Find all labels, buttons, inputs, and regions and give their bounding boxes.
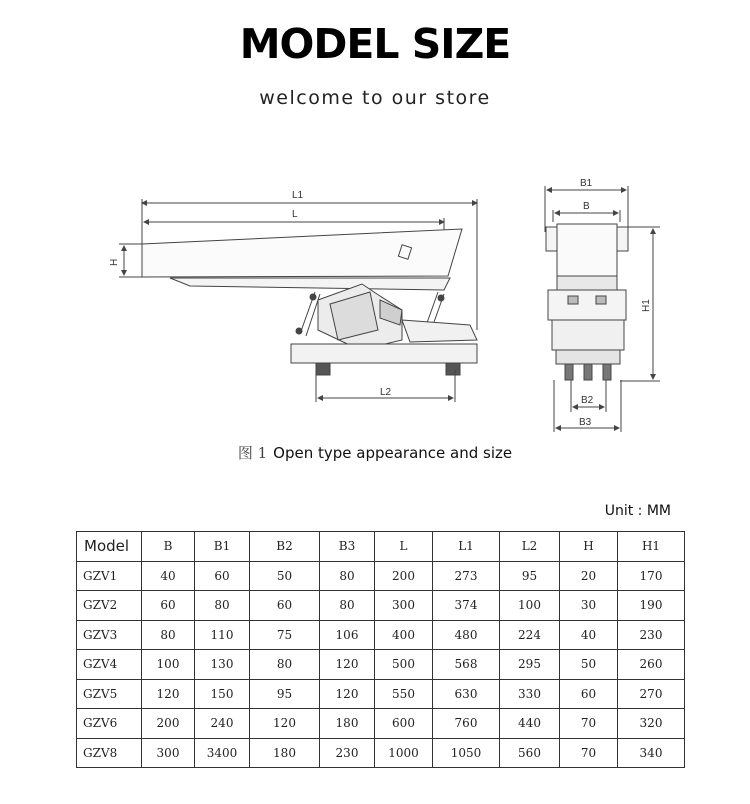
table-cell: 330 bbox=[500, 679, 560, 709]
table-cell: 80 bbox=[195, 591, 250, 621]
table-cell: 340 bbox=[618, 738, 685, 768]
table-cell: 224 bbox=[500, 620, 560, 650]
dimension-drawing bbox=[0, 160, 750, 445]
dim-label-l: L bbox=[292, 209, 298, 220]
table-cell: 75 bbox=[250, 620, 320, 650]
column-header: L1 bbox=[433, 532, 500, 562]
table-cell: 273 bbox=[433, 561, 500, 591]
table-cell: GZV3 bbox=[77, 620, 142, 650]
table-cell: 120 bbox=[320, 679, 375, 709]
column-header: Model bbox=[77, 532, 142, 562]
table-cell: 270 bbox=[618, 679, 685, 709]
column-header: B2 bbox=[250, 532, 320, 562]
table-cell: 440 bbox=[500, 709, 560, 739]
table-cell: 80 bbox=[142, 620, 195, 650]
table-cell: 230 bbox=[320, 738, 375, 768]
table-cell: 30 bbox=[560, 591, 618, 621]
table-cell: 550 bbox=[375, 679, 433, 709]
table-cell: 60 bbox=[142, 591, 195, 621]
table-row bbox=[77, 620, 685, 650]
table-cell: 150 bbox=[195, 679, 250, 709]
table-cell: 3400 bbox=[195, 738, 250, 768]
column-header: H1 bbox=[618, 532, 685, 562]
model-size-table bbox=[76, 531, 685, 768]
table-cell: 100 bbox=[500, 591, 560, 621]
table-cell: 40 bbox=[560, 620, 618, 650]
table-cell: 180 bbox=[320, 709, 375, 739]
table-cell: 200 bbox=[142, 709, 195, 739]
table-cell: 190 bbox=[618, 591, 685, 621]
table-header-row bbox=[77, 532, 685, 562]
table-cell: 630 bbox=[433, 679, 500, 709]
column-header: L bbox=[375, 532, 433, 562]
table-cell: GZV4 bbox=[77, 650, 142, 680]
column-header: B1 bbox=[195, 532, 250, 562]
table-cell: 760 bbox=[433, 709, 500, 739]
table-cell: 80 bbox=[320, 561, 375, 591]
table-row bbox=[77, 679, 685, 709]
dim-label-b: B bbox=[583, 201, 590, 212]
table-cell: 100 bbox=[142, 650, 195, 680]
table-cell: 40 bbox=[142, 561, 195, 591]
table-cell: 320 bbox=[618, 709, 685, 739]
table-row bbox=[77, 738, 685, 768]
table-cell: 180 bbox=[250, 738, 320, 768]
table-cell: 80 bbox=[320, 591, 375, 621]
page-subtitle: welcome to our store bbox=[259, 87, 491, 109]
table-cell: 1000 bbox=[375, 738, 433, 768]
table-cell: GZV5 bbox=[77, 679, 142, 709]
column-header: B3 bbox=[320, 532, 375, 562]
dim-label-b1: B1 bbox=[580, 178, 593, 189]
figure-number: 图 1 bbox=[237, 444, 268, 462]
table-cell: 60 bbox=[560, 679, 618, 709]
table-cell: 106 bbox=[320, 620, 375, 650]
table-cell: 560 bbox=[500, 738, 560, 768]
table-cell: 500 bbox=[375, 650, 433, 680]
table-cell: 50 bbox=[250, 561, 320, 591]
dim-label-h1: H1 bbox=[641, 299, 652, 312]
table-cell: 568 bbox=[433, 650, 500, 680]
table-row bbox=[77, 591, 685, 621]
table-cell: 200 bbox=[375, 561, 433, 591]
table-cell: 120 bbox=[320, 650, 375, 680]
table-cell: 1050 bbox=[433, 738, 500, 768]
dim-label-l2: L2 bbox=[380, 387, 392, 398]
table-cell: 50 bbox=[560, 650, 618, 680]
unit-label: Unit : MM bbox=[604, 503, 671, 519]
table-cell: 400 bbox=[375, 620, 433, 650]
table-cell: GZV2 bbox=[77, 591, 142, 621]
table-cell: 70 bbox=[560, 738, 618, 768]
figure-caption bbox=[0, 442, 750, 463]
dim-label-b3: B3 bbox=[579, 417, 592, 428]
table-cell: GZV8 bbox=[77, 738, 142, 768]
table-cell: 130 bbox=[195, 650, 250, 680]
table-row bbox=[77, 650, 685, 680]
table-cell: 60 bbox=[250, 591, 320, 621]
column-header: L2 bbox=[500, 532, 560, 562]
dim-label-b2: B2 bbox=[581, 395, 594, 406]
table-cell: 120 bbox=[142, 679, 195, 709]
table-cell: 170 bbox=[618, 561, 685, 591]
table-cell: 300 bbox=[142, 738, 195, 768]
figure-caption-text: Open type appearance and size bbox=[273, 444, 513, 462]
dim-label-l1: L1 bbox=[292, 190, 304, 201]
page-title: MODEL SIZE bbox=[239, 20, 511, 68]
table-cell: 70 bbox=[560, 709, 618, 739]
table-cell: 95 bbox=[500, 561, 560, 591]
table-cell: 240 bbox=[195, 709, 250, 739]
column-header: H bbox=[560, 532, 618, 562]
table-cell: 95 bbox=[250, 679, 320, 709]
table-cell: 80 bbox=[250, 650, 320, 680]
column-header: B bbox=[142, 532, 195, 562]
table-cell: GZV6 bbox=[77, 709, 142, 739]
table-cell: 230 bbox=[618, 620, 685, 650]
table-cell: 300 bbox=[375, 591, 433, 621]
table-cell: 260 bbox=[618, 650, 685, 680]
table-cell: 110 bbox=[195, 620, 250, 650]
table-cell: GZV1 bbox=[77, 561, 142, 591]
table-cell: 295 bbox=[500, 650, 560, 680]
table-row bbox=[77, 561, 685, 591]
table-cell: 600 bbox=[375, 709, 433, 739]
table-cell: 374 bbox=[433, 591, 500, 621]
table-row bbox=[77, 709, 685, 739]
table-cell: 480 bbox=[433, 620, 500, 650]
table-cell: 60 bbox=[195, 561, 250, 591]
table-cell: 120 bbox=[250, 709, 320, 739]
table-cell: 20 bbox=[560, 561, 618, 591]
dim-label-h: H bbox=[109, 258, 120, 266]
